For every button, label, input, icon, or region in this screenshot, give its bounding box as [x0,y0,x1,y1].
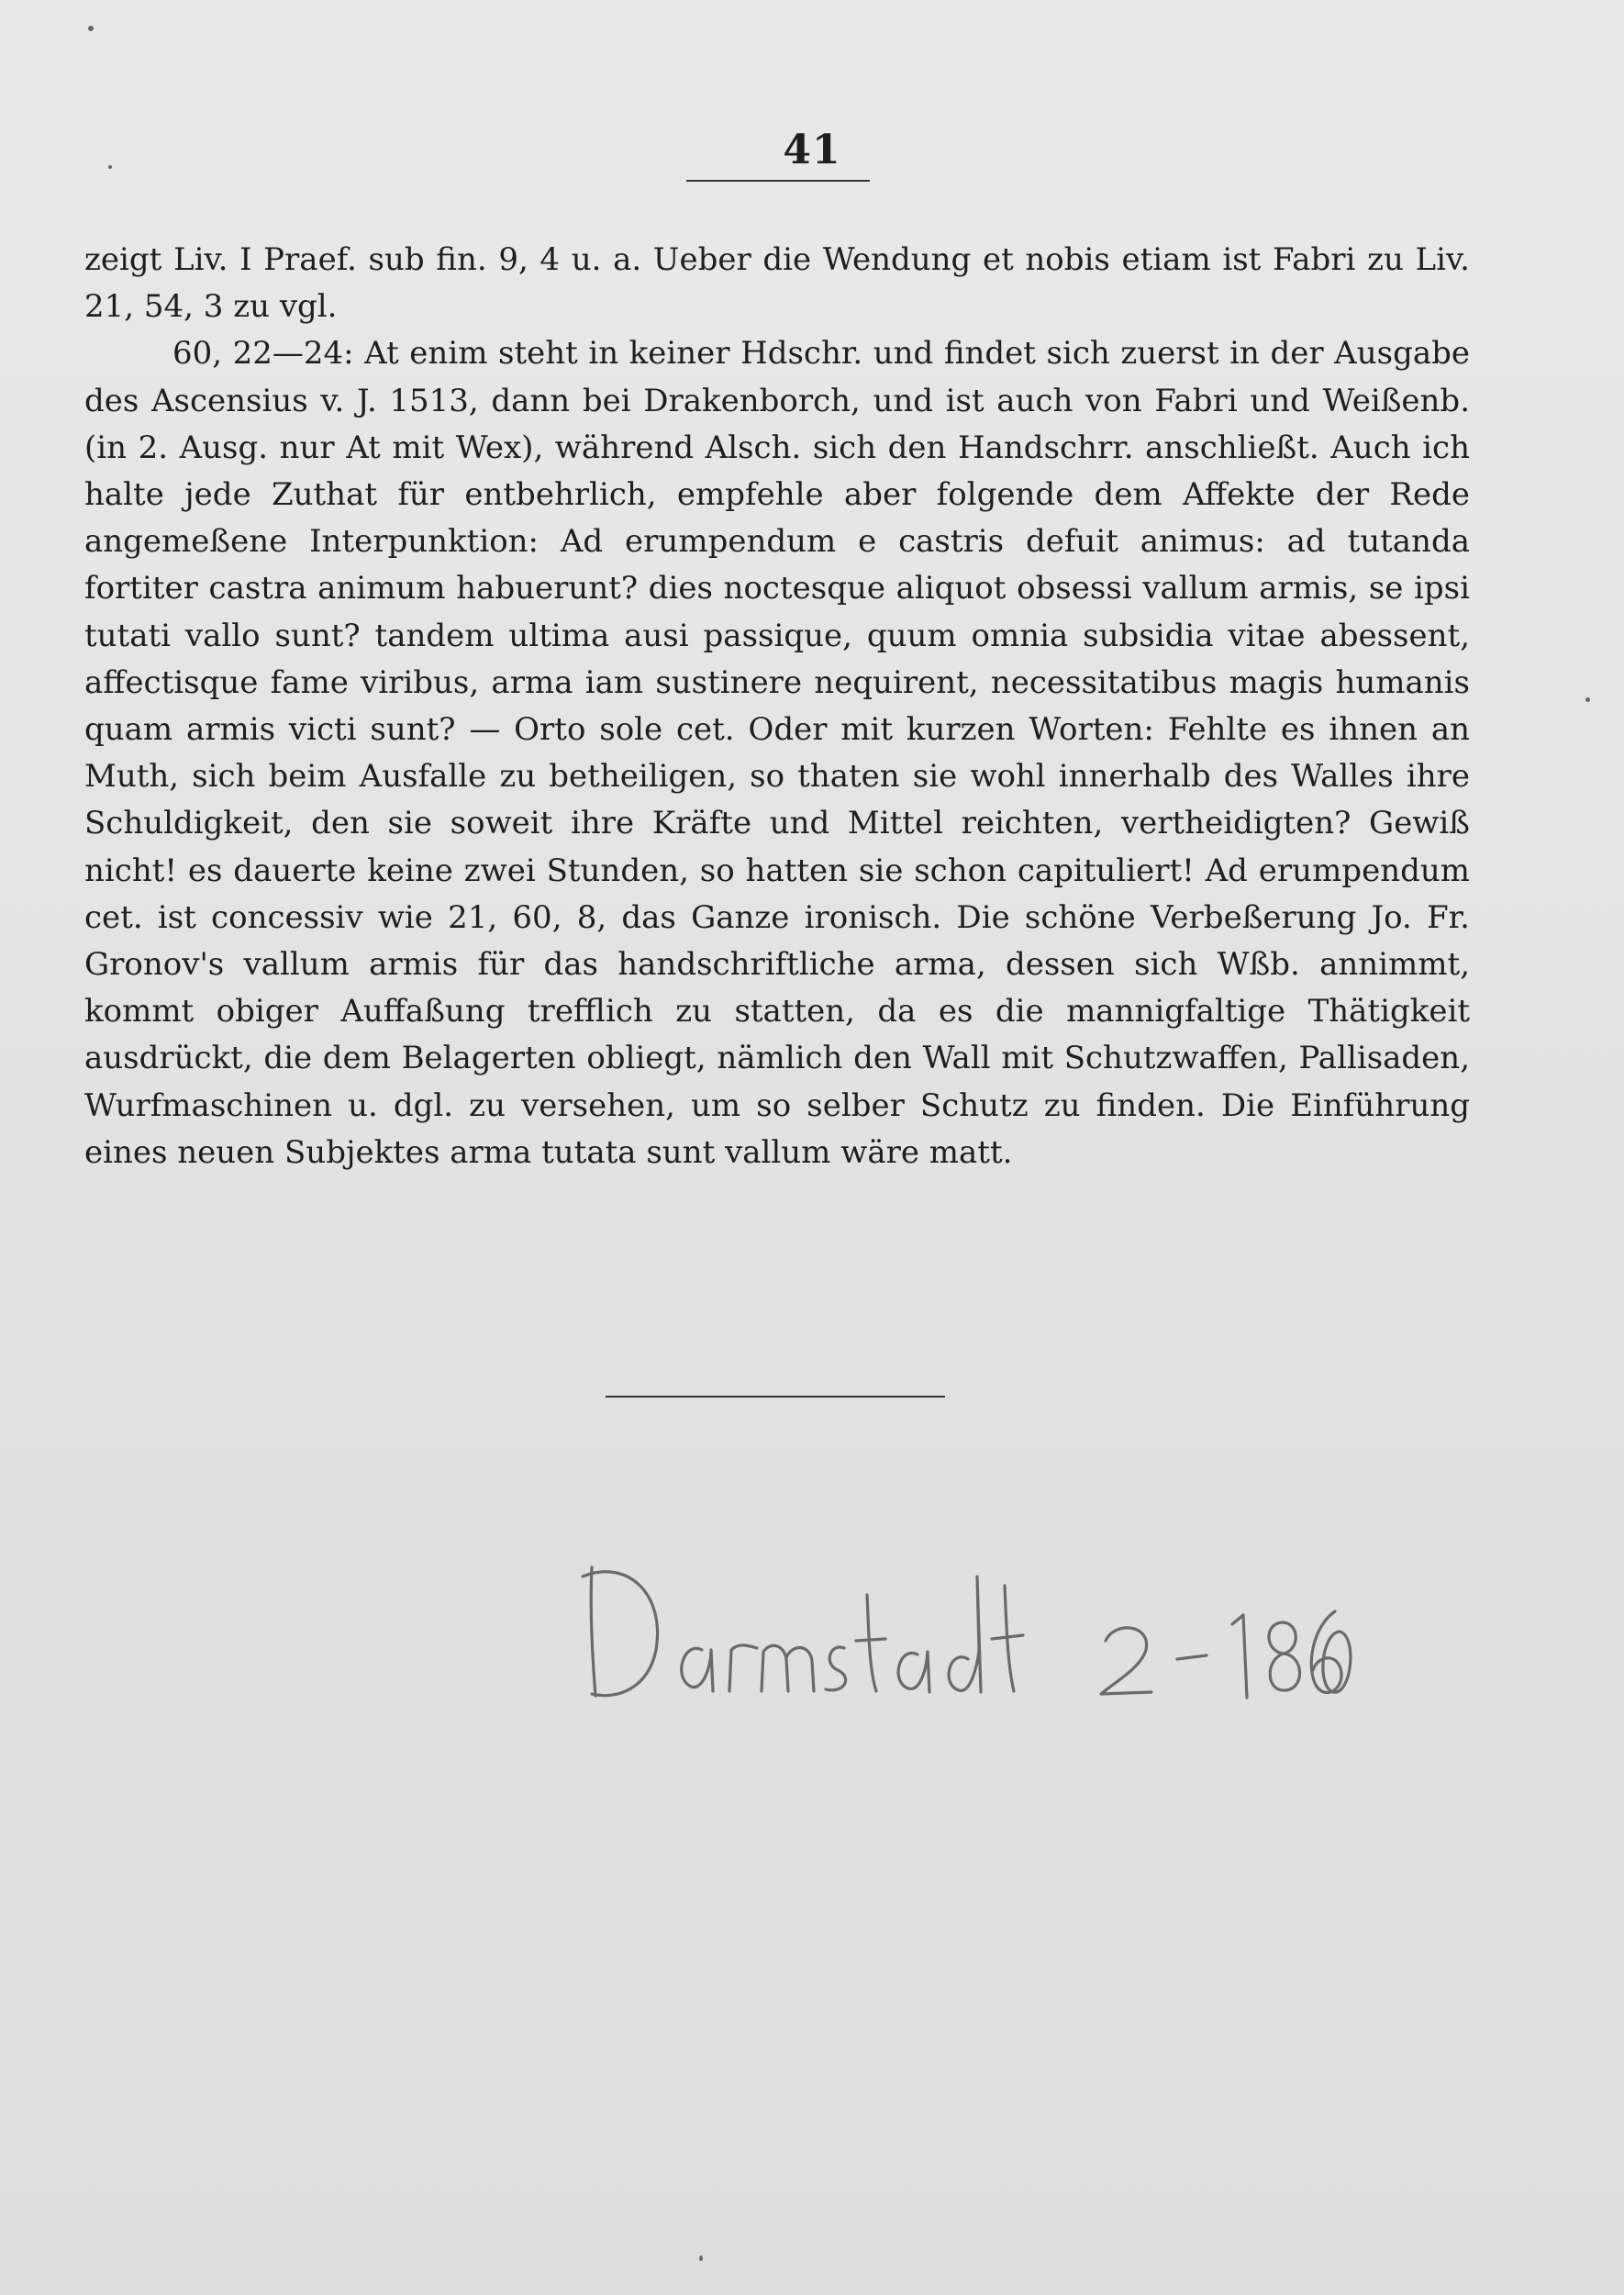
handwritten-note-drawing [564,1540,1353,1723]
page-number: 41 [783,127,841,173]
scan-speck [699,2256,703,2261]
handwritten-note [564,1540,1353,1723]
scan-speck [88,26,94,31]
paragraph-1: zeigt Liv. I Praef. sub fin. 9, 4 u. a. Ueber die Wendung et nobis etiam ist Fabri zu Liv. 21, 54, 3 zu vgl. [84,241,1470,326]
paragraph-2: 60, 22—24: At enim steht in keiner Hdschr. und findet sich zuerst in der Ausgabe des Ascensius v. J. 1513, dann bei Drakenborch, und ist auch von Fabri und Weißenb. (in 2. Ausg. nur At mit Wex), während Alsch. sich den Handschrr. anschließt. Auch ich halte jede Zuthat für entbehrlich, empfehle aber folgende dem Affekte der Rede angemeßene Interpunktion: Ad erumpendum e castris defuit animus: ad tutanda fortiter castra animum habuerunt? dies noctesque aliquot obsessi vallum armis, se ipsi tutati vallo sunt? tandem ultima ausi passique, quum omnia subsidia vitae abessent, affectisque fame viribus, arma iam sustinere nequirent, necessitatibus magis humanis quam armis victi sunt? — Orto sole cet. Oder mit kurzen Worten: Fehlte es ihnen an Muth, sich beim Ausfalle zu betheiligen, so thaten sie wohl innerhalb des Walles ihre Schuldigkeit, den sie soweit ihre Kräfte und Mittel reichten, vertheidigten? Gewiß nicht! es dauerte keine zwei Stunden, so hatten sie schon capituliert! Ad erumpendum cet. ist concessiv wie 21, 60, 8, das Ganze ironisch. Die schöne Verbeßerung Jo. Fr. Gronov's vallum armis für das handschriftliche arma, dessen sich Wßb. annimmt, kommt obiger Auffaßung trefflich zu statten, da es die mannigfaltige Thätigkeit ausdrückt, die dem Belagerten obliegt, nämlich den Wall mit Schutzwaffen, Pallisaden, Wurfmaschinen u. dgl. zu versehen, um so selber Schutz zu finden. Die Einführung eines neuen Subjektes arma tutata sunt vallum wäre matt. [84,335,1470,1171]
scan-speck [108,165,112,169]
scan-speck [1585,697,1590,702]
closing-rule [606,1396,945,1398]
body-text [84,237,1470,1176]
header-rule [686,180,870,182]
